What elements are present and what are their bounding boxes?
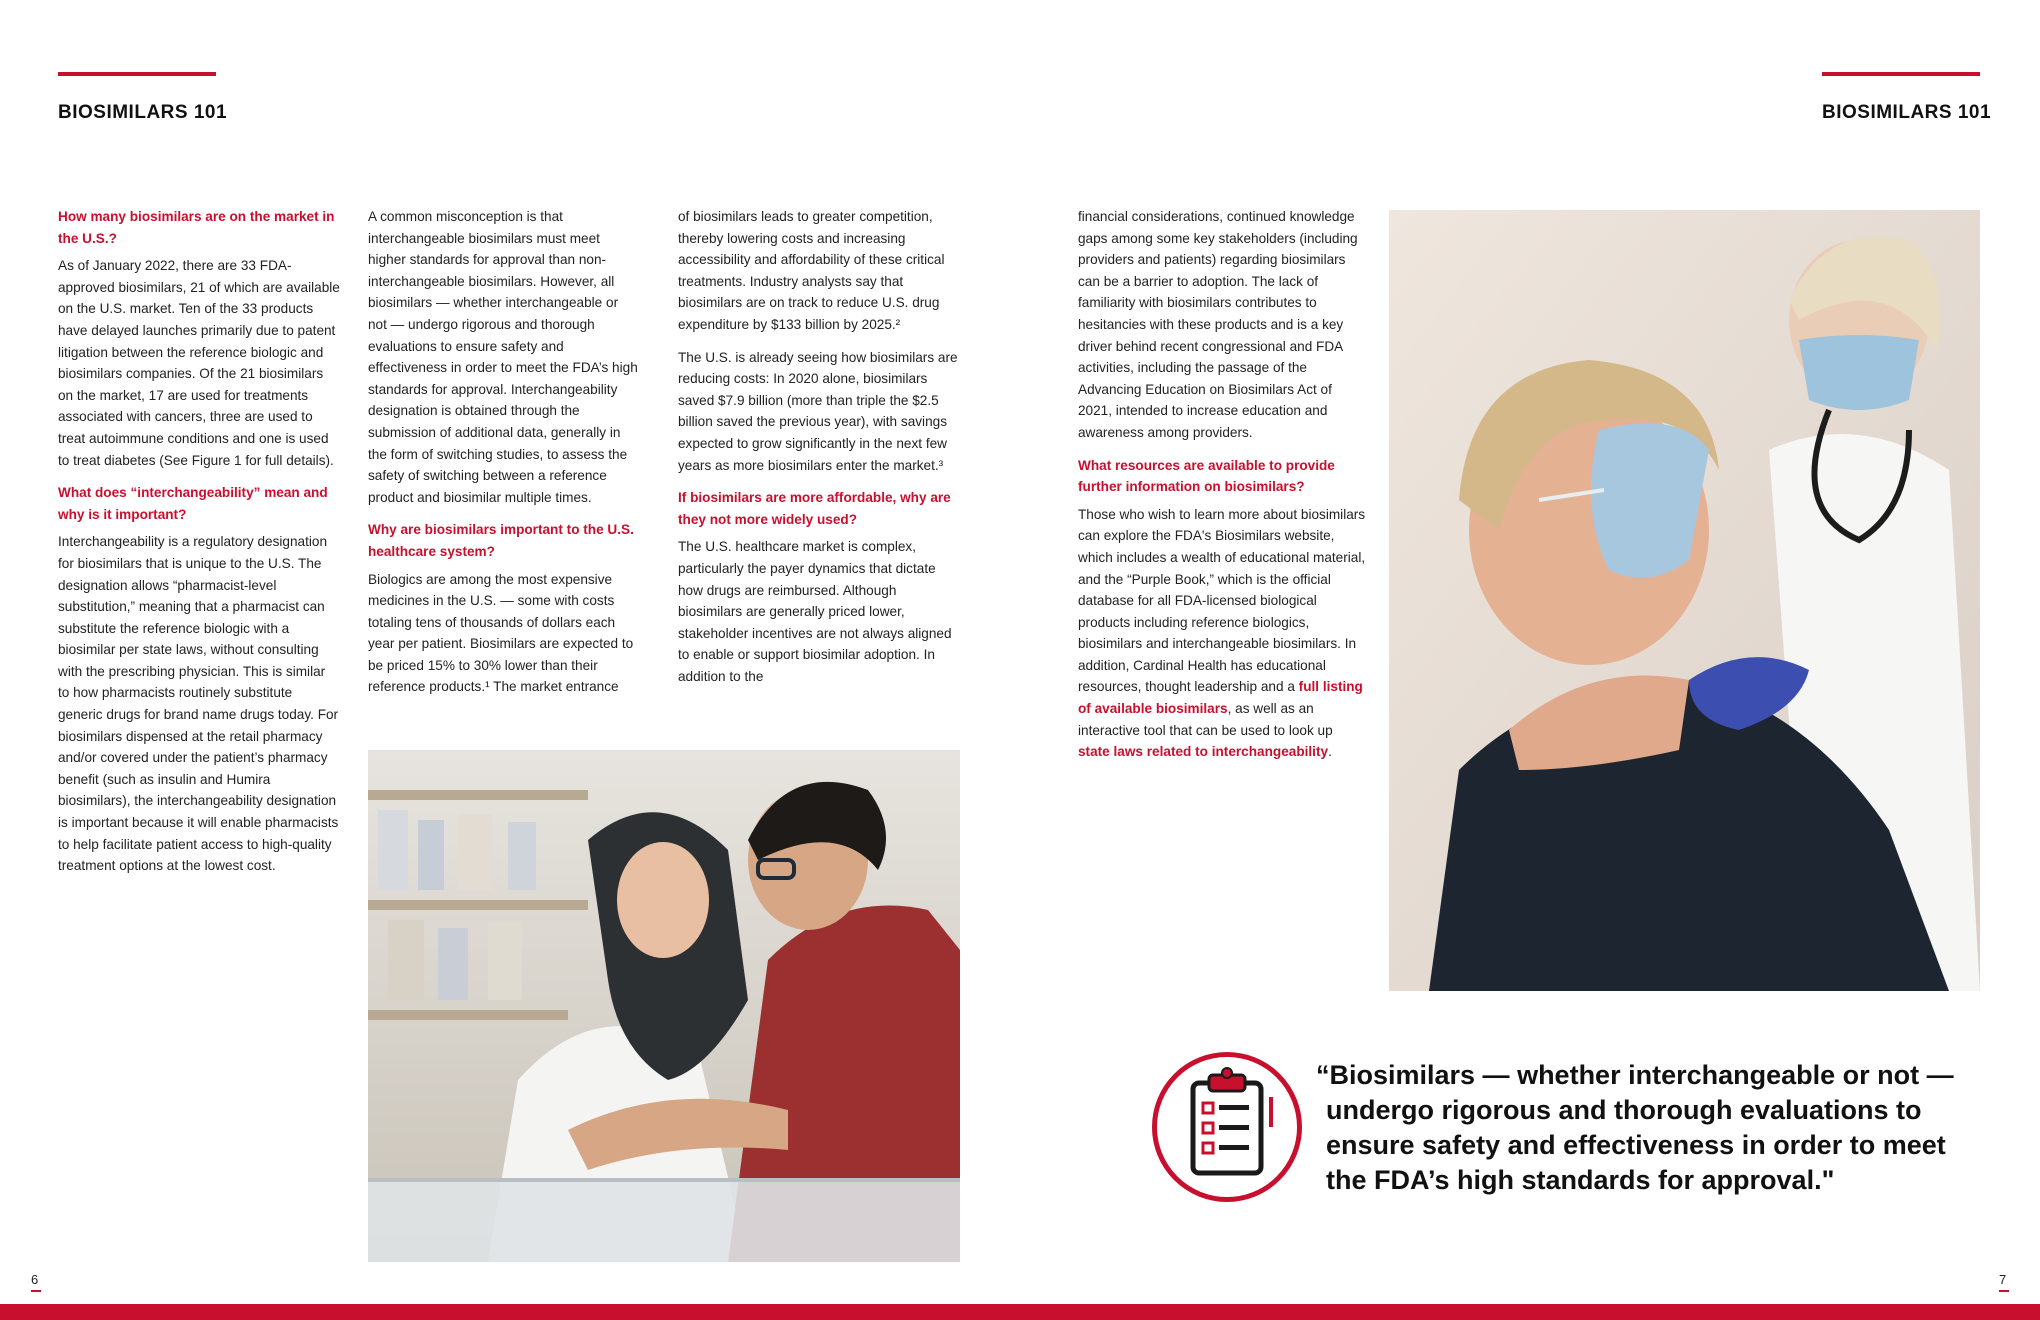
text-column-2 [368, 206, 640, 709]
body-paragraph: The U.S. healthcare market is complex, particularly the payer dynamics that dictate how drugs are reimbursed. Although biosimilars are generally priced lower, stakeholder incentives are not always aligned to enable or support biosimilar adoption. In addition to the [678, 539, 952, 684]
question-heading: How many biosimilars are on the market in the U.S.? [58, 209, 335, 246]
body-paragraph: financial considerations, continued knowledge gaps among some key stakeholders (including providers and patients) regarding biosimilars can be a barrier to adoption. The lack of familiarity with biosimilars contributes to hesitancies with these products and is a key driver behind recent congressional and FDA activities, including the passage of the Advancing Education on Biosimilars Act of 2021, intended to increase education and awareness among providers. [1078, 209, 1358, 440]
body-paragraph: A common misconception is that interchangeable biosimilars must meet higher standards for approval than non-interchangeable biosimilars. However, all biosimilars — whether interchangeable or not — undergo rigorous and thorough evaluations to ensure safety and effectiveness in order to meet the FDA’s high standards for approval. Interchangeability designation is obtained through the submission of additional data, generally in the form of switching studies, to assess the safety of switching between a reference product and biosimilar multiple times. [368, 209, 638, 505]
footer-band [0, 1304, 2040, 1320]
pull-quote-line: the FDA’s high standards for approval." [1326, 1165, 1835, 1195]
running-head-right: BIOSIMILARS 101 [1822, 102, 1992, 123]
clipboard-checklist-icon [1157, 1057, 1297, 1197]
body-paragraph: As of January 2022, there are 33 FDA-approved biosimilars, 21 of which are available on the U.S. market. Ten of the 33 products have delayed launches primarily due to patent litigation between the reference biologic and biosimilars companies. Of the 21 biosimilars on the market, 17 are used for treatments associated with cancers, three are used to treat autoimmune conditions and one is used to treat diabetes (See Figure 1 for full details). [58, 258, 340, 468]
biosimilars-listing-link[interactable]: full listing of available biosimilars [1078, 679, 1363, 717]
question-heading: What does “interchangeability” mean and why is it important? [58, 485, 328, 522]
page-number-right-text: 7 [1999, 1272, 2007, 1287]
page-number-left-text: 6 [31, 1272, 39, 1287]
text-column-4 [1078, 206, 1368, 774]
body-text: Those who wish to learn more about biosimilars can explore the FDA's Biosimilars website, which includes a wealth of educational material, and the “Purple Book,” which is the official database for all FDA-licensed biological products including reference biologics, biosimilars and interchangeable biosimilars. In addition, Cardinal Health has educational resources, thought leadership and a [1078, 506, 1366, 695]
question-heading: What resources are available to provide further information on biosimilars? [1078, 457, 1335, 495]
header-rule-right [1822, 72, 1980, 76]
body-paragraph: Biologics are among the most expensive medicines in the U.S. — some with costs totaling tens of thousands of dollars each year per patient. Biosimilars are expected to be priced 15% to 30% lower than their reference products.¹ The market entrance [368, 571, 634, 695]
page-number-right [1999, 1272, 2009, 1292]
body-paragraph [1078, 504, 1368, 763]
page-number-underline [1999, 1290, 2009, 1292]
doctor-patient-photo [1389, 210, 1980, 991]
clipboard-badge [1152, 1052, 1302, 1202]
pharmacy-photo [368, 750, 960, 1262]
header-rule-left [58, 72, 216, 76]
pull-quote-line: undergo rigorous and thorough evaluations to [1326, 1095, 1922, 1125]
text-column-3 [678, 206, 960, 698]
doctor-patient-illustration [1389, 210, 1980, 991]
pharmacy-photo-illustration [368, 750, 960, 1262]
body-paragraph: Interchangeability is a regulatory designation for biosimilars that is unique to the U.S. The designation allows “pharmacist-level substitution,” meaning that a pharmacist can substitute the reference biologic with a biosimilar per state laws, without consulting with the prescribing physician. This is similar to how pharmacists routinely substitute generic drugs for brand name drugs today. For biosimilars dispensed at the retail pharmacy and/or covered under the patient’s pharmacy benefit (such as insulin and Humira biosimilars), the interchangeability designation is important because it will enable pharmacists to help facilitate patient access to high-quality treatment options at the lowest cost. [58, 534, 339, 874]
body-text: . [1328, 744, 1332, 760]
state-laws-link[interactable]: state laws related to interchangeability [1078, 744, 1329, 760]
body-text: , as well as an interactive tool that can be used to look up [1078, 701, 1333, 738]
pull-quote-line: ensure safety and effectiveness in order to meet [1326, 1130, 1946, 1160]
text-column-1 [58, 206, 340, 888]
question-heading: Why are biosimilars important to the U.S. healthcare system? [368, 522, 634, 559]
pull-quote-line: “Biosimilars — whether interchangeable or not — [1316, 1060, 1954, 1090]
page-number-left [31, 1272, 41, 1292]
body-paragraph: of biosimilars leads to greater competition, thereby lowering costs and increasing accessibility and affordability of these critical treatments. Industry analysts say that biosimilars are on track to reduce U.S. drug expenditure by $133 billion by 2025.² [678, 209, 945, 332]
body-paragraph: The U.S. is already seeing how biosimilars are reducing costs: In 2020 alone, biosimilars saved $7.9 billion (more than triple the $2.5 billion saved the previous year), with savings expected to grow significantly in the next few years as more biosimilars enter the market.³ [678, 349, 958, 473]
pull-quote [1316, 1058, 1956, 1198]
running-head-left: BIOSIMILARS 101 [58, 102, 228, 123]
question-heading: If biosimilars are more affordable, why are they not more widely used? [678, 490, 951, 527]
page-number-underline [31, 1290, 41, 1292]
